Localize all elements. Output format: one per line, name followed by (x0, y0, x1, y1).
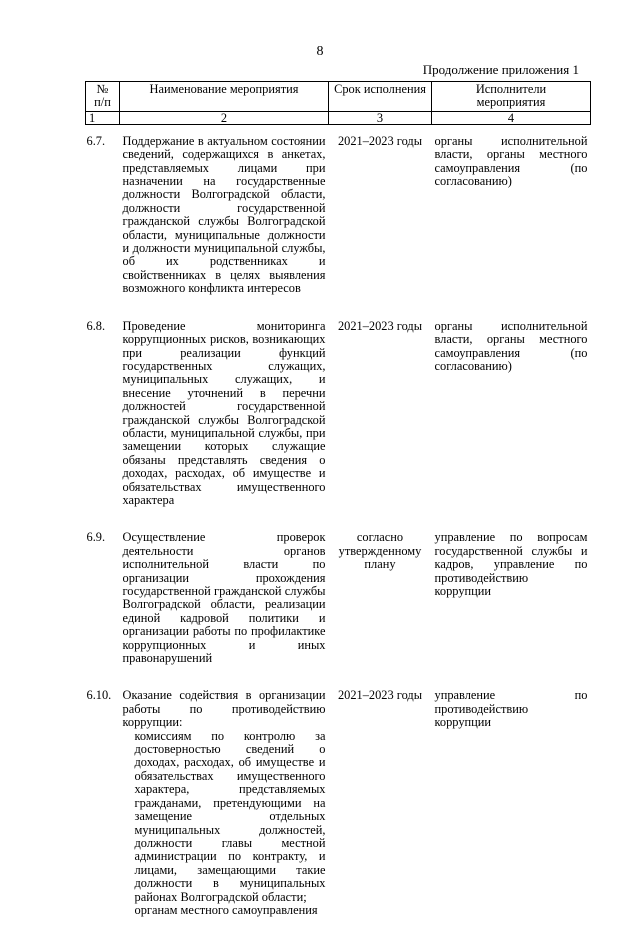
measure-executors: управление по вопросам государственной службы и кадров, управление по противодействию коррупции (434, 530, 588, 598)
header-exec-line-1: Исполнители (475, 82, 547, 96)
header-exec-line-2: мероприятия (476, 95, 546, 110)
row-number: 6.7. (86, 133, 106, 148)
table-row (86, 124, 591, 309)
measure-name: Поддержание в актуальном состоянии сведений, содержащихся в анкетах, представляемых лицами при назначении на государственные должности Волгоградской области, должности государственной гражданской службы Волгоградской области, муниципальные должности и должности муниципальной службы, об их родственниках и свойственниках в целях выявления возможного конфликта интересов (122, 133, 326, 296)
measure-name-intro: Оказание содействия в организации работы по противодействию коррупции: (122, 688, 326, 730)
row-number: 6.10. (86, 688, 112, 703)
row-number: 6.9. (86, 530, 106, 545)
table-row (86, 521, 591, 679)
col-number-4: 4 (432, 111, 591, 124)
table-row (86, 310, 591, 522)
page-number: 8 (316, 44, 324, 59)
col-number-1: 1 (86, 111, 120, 124)
measure-executors: органы исполнительной власти, органы местного самоуправления (по согласованию) (434, 133, 588, 189)
header-term: Срок исполнения (329, 82, 432, 112)
measure-name: Проведение мониторинга коррупционных рисков, возникающих при реализации функций государственных служащих, муниципальных служащих, и внесение уточнений в перечни должностей государственной гражданской службы Волгоградской области, муниципальной службы, при замещении которых служащие обязаны представлять сведения о доходах, расходах, об имуществе и обязательствах имущественного характера (122, 318, 326, 507)
col-number-2: 2 (120, 111, 329, 124)
header-num-line-1: № (96, 82, 109, 96)
header-name: Наименование мероприятия (120, 82, 329, 112)
measure-executors: органы исполнительной власти, органы местного самоуправления (по согласованию) (434, 318, 588, 373)
measure-term: 2021–2023 годы (337, 133, 423, 148)
measure-executors: управление по противодействию коррупции (434, 688, 588, 730)
header-num-line-2: п/п (94, 95, 111, 110)
continuation-note: Продолжение приложения 1 (422, 62, 579, 77)
measure-term: 2021–2023 годы (337, 688, 423, 703)
measure-name: Осуществление проверок деятельности органов исполнительной власти по организации прохождения государственной гражданской службы Волгоградской области, реализации единой кадровой политики и организации работы по профилактике коррупционных и иных правонарушений (122, 530, 326, 666)
col-number-3: 3 (329, 111, 432, 124)
header-number-row (86, 111, 591, 124)
measure-name-item: органам местного самоуправления (134, 902, 318, 917)
measure-term: согласно утвержденному плану (338, 530, 422, 572)
row-number: 6.8. (86, 318, 106, 333)
measure-term: 2021–2023 годы (337, 318, 423, 333)
table-row (86, 679, 591, 931)
measures-table (85, 81, 591, 931)
measure-name (120, 679, 329, 931)
header-row (86, 82, 591, 112)
header-executors (432, 82, 591, 112)
header-num (86, 82, 120, 112)
measure-name-item: комиссиям по контролю за достоверностью сведений о доходах, расходах, об имуществе и обязательствах имущественного характера, представляемых гражданами, претендующими на замещение отдельных муниципальных должностей, должности главы местной администрации по контракту, и лицами, замещающими такие должности в муниципальных районах Волгоградской области; (134, 728, 326, 904)
